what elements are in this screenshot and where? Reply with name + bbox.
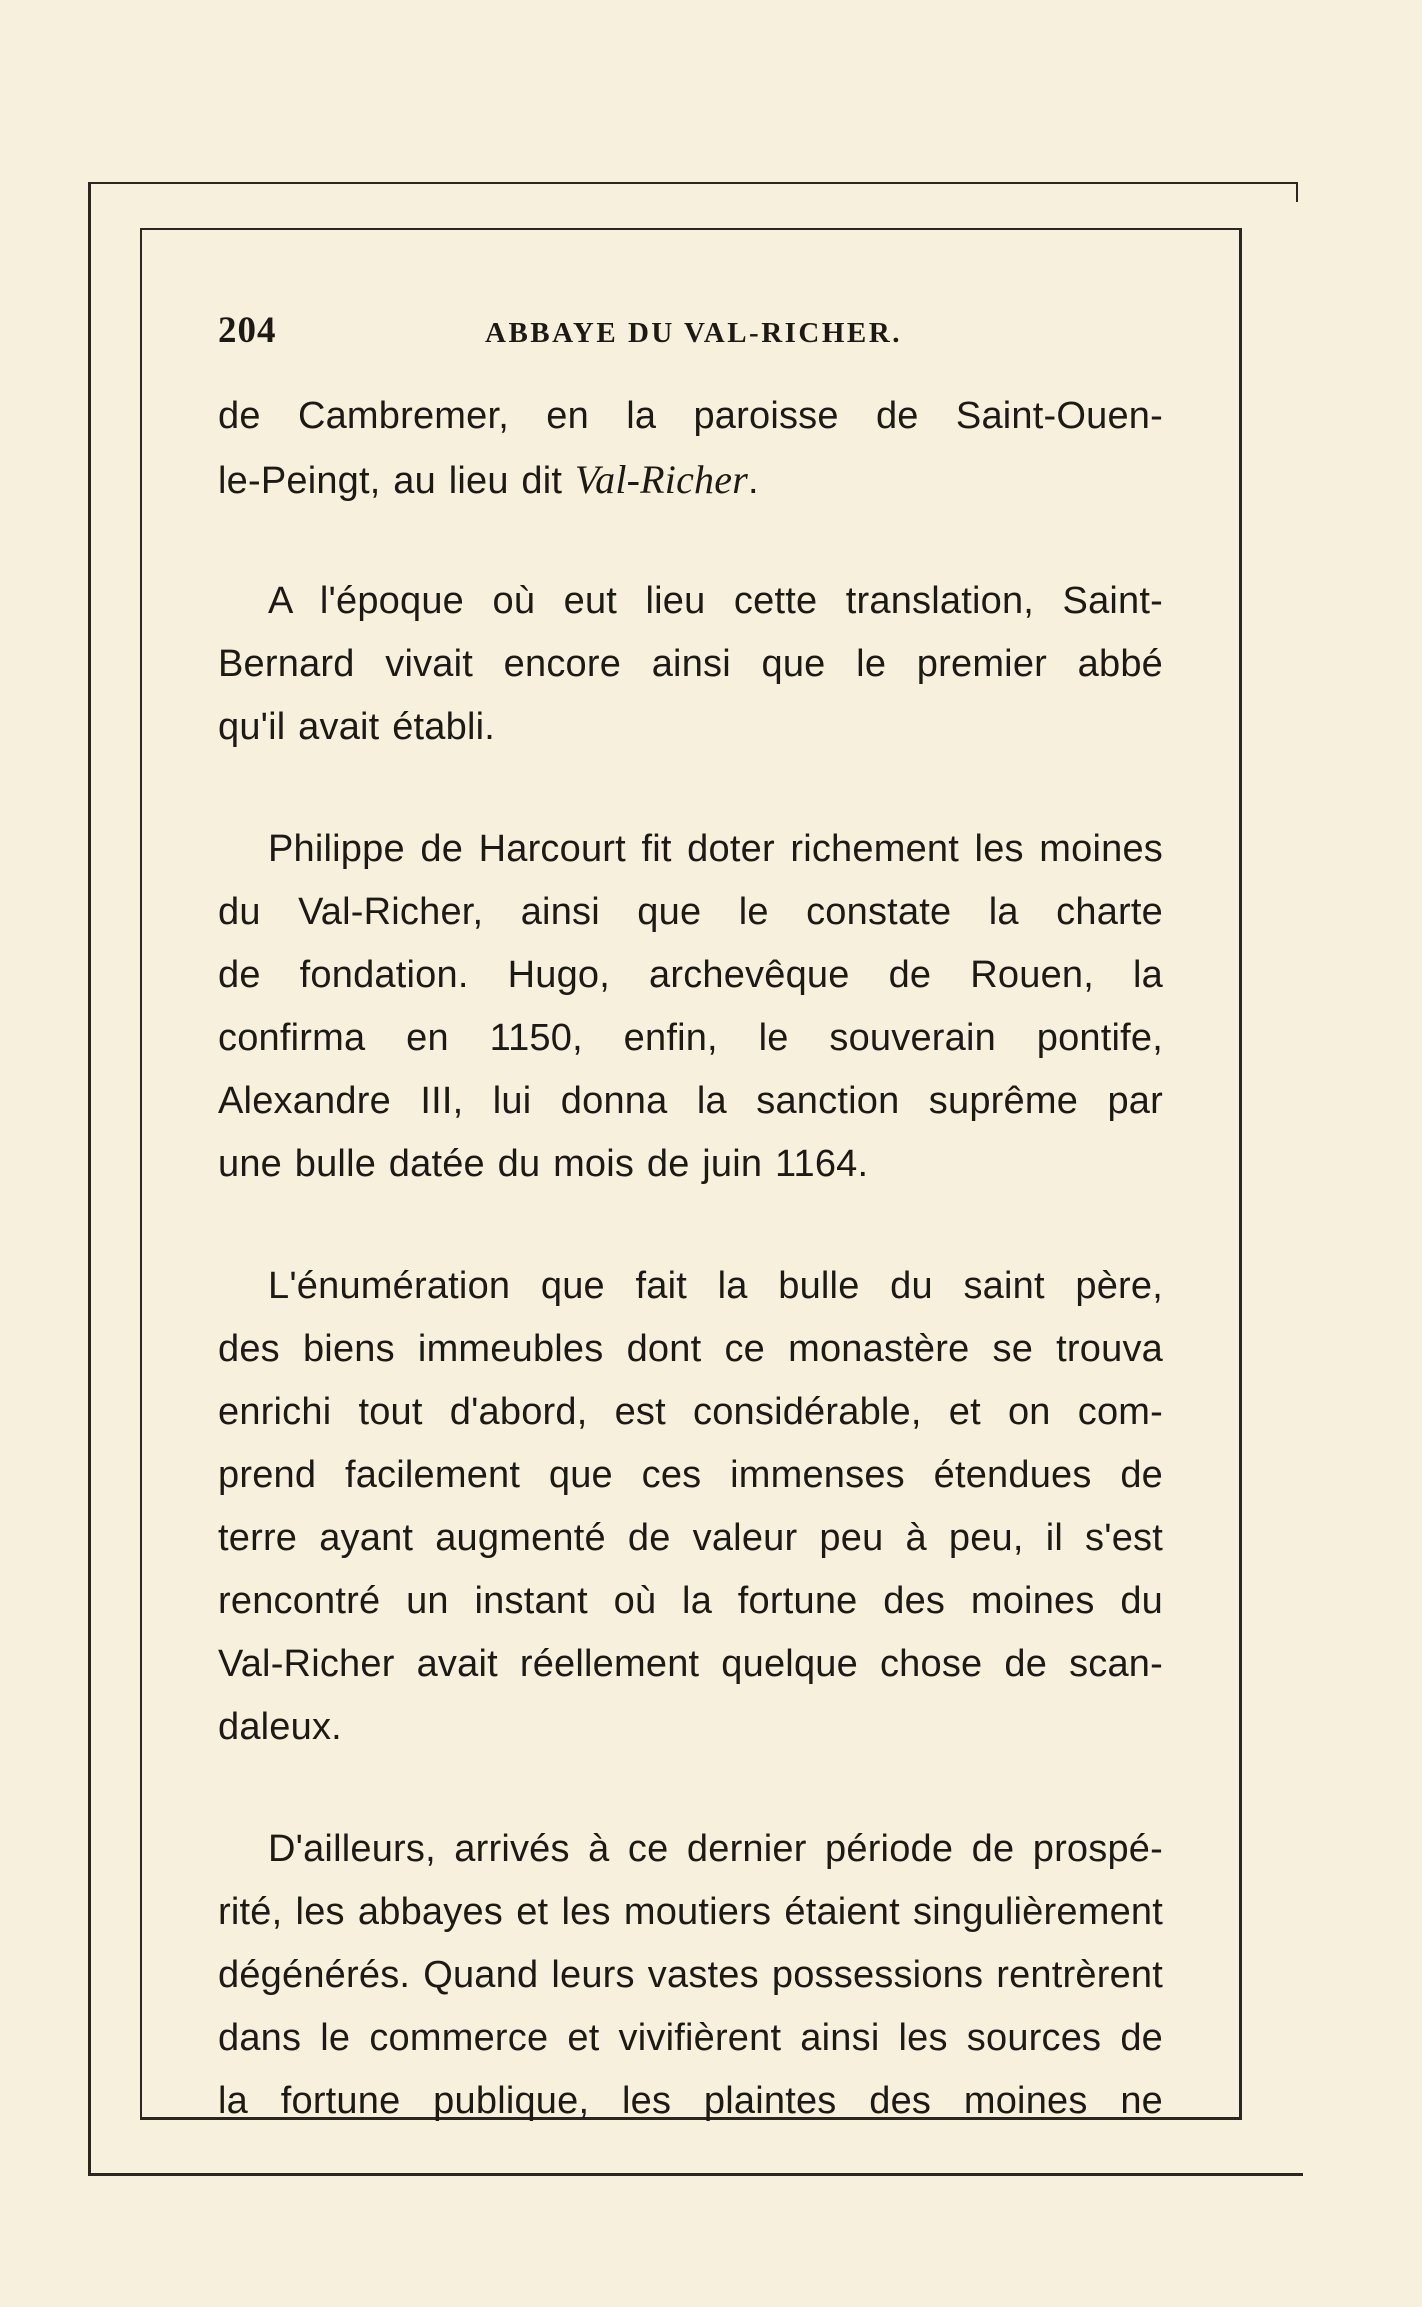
text-line: A l'époque où eut lieu cette translation, Saint- (268, 580, 1163, 622)
paragraph-3 (218, 818, 1163, 1196)
text-line (218, 448, 1163, 511)
text-line: une bulle datée du mois de juin 1164. (218, 1143, 869, 1185)
text-line: confirma en 1150, enfin, le souverain pontife, (218, 1017, 1163, 1059)
text-line: dans le commerce et vivifièrent ainsi les sources de (218, 2017, 1163, 2059)
running-head: ABBAYE DU VAL-RICHER. (485, 317, 902, 349)
paragraph-4 (218, 1255, 1163, 1759)
inner-frame-right-rule (1239, 228, 1242, 2118)
text-line: D'ailleurs, arrivés à ce dernier période de prospé- (268, 1828, 1163, 1870)
text-line: L'énumération que fait la bulle du saint père, (268, 1265, 1163, 1307)
text-line: Val-Richer avait réellement quelque chose de scan- (218, 1643, 1163, 1685)
text-line: Philippe de Harcourt fit doter richement les moines (268, 828, 1163, 870)
text-line: Alexandre III, lui donna la sanction suprême par (218, 1080, 1163, 1122)
text-line: terre ayant augmenté de valeur peu à peu, il s'est (218, 1517, 1163, 1559)
text-line: des biens immeubles dont ce monastère se trouva (218, 1328, 1163, 1370)
paragraph-5 (218, 1818, 1163, 2133)
text-line: dégénérés. Quand leurs vastes possessions rentrèrent (218, 1954, 1163, 1996)
text-line: rencontré un instant où la fortune des moines du (218, 1580, 1163, 1622)
text-line: de fondation. Hugo, archevêque de Rouen, la (218, 954, 1163, 996)
page-number: 204 (218, 310, 277, 351)
text-line: la fortune publique, les plaintes des moines ne (218, 2080, 1163, 2122)
inner-frame-left-rule (140, 228, 142, 2118)
paragraph-1 (218, 385, 1163, 511)
body-text (218, 385, 1163, 2192)
outer-frame-left-rule (88, 182, 91, 2175)
text-run: . (747, 460, 759, 502)
place-name-italic: Val-Richer (574, 457, 748, 502)
paragraph-2 (218, 570, 1163, 759)
text-run: le-Peingt, au lieu dit (218, 460, 575, 502)
text-line: enrichi tout d'abord, est considérable, et on com- (218, 1391, 1163, 1433)
text-line: du Val-Richer, ainsi que le constate la charte (218, 891, 1163, 933)
text-line: rité, les abbayes et les moutiers étaient singulièrement (218, 1891, 1163, 1933)
outer-frame-right-rule (1296, 182, 1298, 202)
page-header (218, 305, 1218, 365)
text-line: de Cambremer, en la paroisse de Saint-Ouen- (218, 395, 1163, 437)
text-line: prend facilement que ces immenses étendues de (218, 1454, 1163, 1496)
text-line: Bernard vivait encore ainsi que le premier abbé (218, 643, 1163, 685)
text-line: qu'il avait établi. (218, 706, 495, 748)
text-line: daleux. (218, 1706, 342, 1748)
inner-frame-top-rule (140, 228, 1241, 230)
outer-frame-top-rule (88, 182, 1298, 184)
